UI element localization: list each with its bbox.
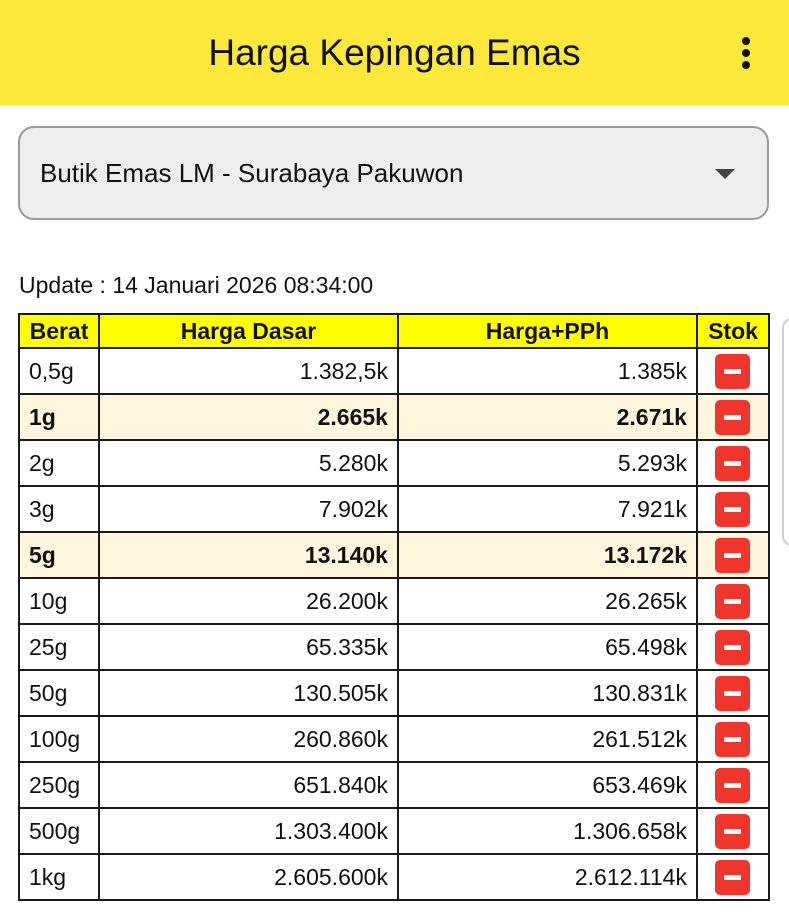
cell-harga-dasar: 1.303.400k [99, 808, 398, 854]
cell-berat: 10g [19, 578, 99, 624]
cell-harga-pph: 2.671k [398, 394, 697, 440]
cell-harga-dasar: 2.605.600k [99, 854, 398, 900]
table-row [19, 854, 769, 900]
cell-harga-dasar: 65.335k [99, 624, 398, 670]
scroll-indicator [782, 318, 789, 546]
table-row [19, 486, 769, 532]
cell-harga-dasar: 7.902k [99, 486, 398, 532]
cell-harga-pph: 2.612.114k [398, 854, 697, 900]
remove-icon[interactable] [715, 768, 750, 803]
cell-stok [697, 440, 769, 486]
cell-berat: 1kg [19, 854, 99, 900]
cell-harga-dasar: 1.382,5k [99, 348, 398, 394]
app-title: Harga Kepingan Emas [208, 32, 581, 73]
header-stok: Stok [697, 314, 769, 348]
table-row [19, 578, 769, 624]
cell-stok [697, 716, 769, 762]
table-row [19, 394, 769, 440]
cell-stok [697, 394, 769, 440]
cell-harga-pph: 65.498k [398, 624, 697, 670]
cell-berat: 5g [19, 532, 99, 578]
cell-stok [697, 624, 769, 670]
cell-berat: 500g [19, 808, 99, 854]
app-bar [0, 0, 789, 105]
cell-harga-pph: 7.921k [398, 486, 697, 532]
cell-harga-pph: 130.831k [398, 670, 697, 716]
cell-harga-dasar: 260.860k [99, 716, 398, 762]
remove-icon[interactable] [715, 400, 750, 435]
cell-berat: 250g [19, 762, 99, 808]
header-harga-pph: Harga+PPh [398, 314, 697, 348]
header-berat: Berat [19, 314, 99, 348]
cell-berat: 2g [19, 440, 99, 486]
store-dropdown-value: Butik Emas LM - Surabaya Pakuwon [40, 158, 464, 188]
cell-stok [697, 532, 769, 578]
update-timestamp: Update : 14 Januari 2026 08:34:00 [19, 272, 374, 298]
menu-dot [742, 49, 750, 57]
cell-berat: 1g [19, 394, 99, 440]
remove-icon[interactable] [715, 814, 750, 849]
cell-harga-pph: 1.306.658k [398, 808, 697, 854]
table-row [19, 762, 769, 808]
cell-harga-pph: 653.469k [398, 762, 697, 808]
table-row [19, 532, 769, 578]
remove-icon[interactable] [715, 538, 750, 573]
cell-berat: 0,5g [19, 348, 99, 394]
cell-stok [697, 348, 769, 394]
remove-icon[interactable] [715, 722, 750, 757]
cell-stok [697, 762, 769, 808]
cell-harga-dasar: 2.665k [99, 394, 398, 440]
cell-harga-dasar: 5.280k [99, 440, 398, 486]
remove-icon[interactable] [715, 446, 750, 481]
cell-harga-pph: 26.265k [398, 578, 697, 624]
cell-berat: 100g [19, 716, 99, 762]
table-row [19, 348, 769, 394]
cell-harga-dasar: 130.505k [99, 670, 398, 716]
store-dropdown[interactable] [18, 126, 769, 220]
table-row [19, 670, 769, 716]
cell-stok [697, 808, 769, 854]
cell-harga-dasar: 26.200k [99, 578, 398, 624]
cell-harga-pph: 261.512k [398, 716, 697, 762]
header-harga-dasar: Harga Dasar [99, 314, 398, 348]
remove-icon[interactable] [715, 860, 750, 895]
cell-harga-pph: 1.385k [398, 348, 697, 394]
table-row [19, 808, 769, 854]
cell-harga-dasar: 651.840k [99, 762, 398, 808]
table-row [19, 624, 769, 670]
cell-stok [697, 578, 769, 624]
menu-dot [742, 61, 750, 69]
cell-stok [697, 486, 769, 532]
remove-icon[interactable] [715, 630, 750, 665]
price-table-header [19, 314, 769, 348]
table-row [19, 440, 769, 486]
cell-harga-pph: 13.172k [398, 532, 697, 578]
remove-icon[interactable] [715, 676, 750, 711]
table-row [19, 716, 769, 762]
remove-icon[interactable] [715, 584, 750, 619]
cell-stok [697, 854, 769, 900]
menu-dot [742, 37, 750, 45]
cell-berat: 3g [19, 486, 99, 532]
remove-icon[interactable] [715, 354, 750, 389]
dropdown-arrow-icon [715, 169, 735, 179]
more-vert-icon[interactable] [731, 33, 761, 73]
cell-harga-pph: 5.293k [398, 440, 697, 486]
remove-icon[interactable] [715, 492, 750, 527]
cell-berat: 50g [19, 670, 99, 716]
cell-harga-dasar: 13.140k [99, 532, 398, 578]
cell-berat: 25g [19, 624, 99, 670]
price-table [18, 313, 770, 901]
cell-stok [697, 670, 769, 716]
